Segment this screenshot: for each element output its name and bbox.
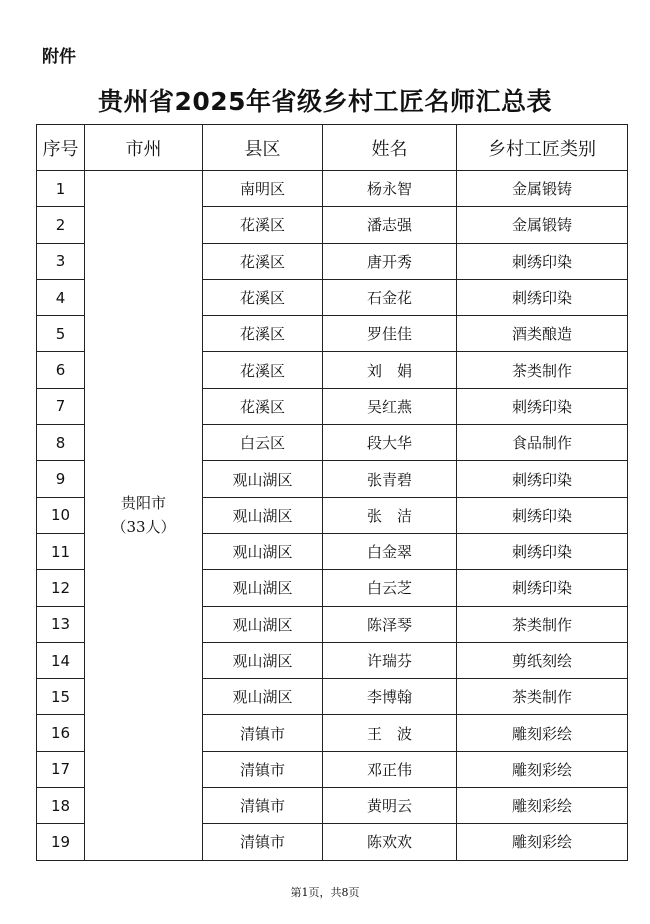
- name-cell: 李博翰: [323, 679, 457, 715]
- name-cell: 吴红燕: [323, 388, 457, 424]
- page-footer: 第1页，共8页: [290, 886, 360, 899]
- county-cell: 花溪区: [203, 207, 323, 243]
- row-number: 4: [37, 279, 85, 315]
- category-cell: 茶类制作: [457, 606, 628, 642]
- table-header-row: [37, 125, 628, 171]
- row-number: 14: [37, 642, 85, 678]
- row-number: 19: [37, 824, 85, 860]
- column-header-category: 乡村工匠类别: [457, 125, 628, 171]
- row-number: 8: [37, 425, 85, 461]
- row-number: 10: [37, 497, 85, 533]
- category-cell: 刺绣印染: [457, 243, 628, 279]
- county-cell: 观山湖区: [203, 606, 323, 642]
- category-cell: 金属锻铸: [457, 207, 628, 243]
- name-cell: 白云芝: [323, 570, 457, 606]
- name-cell: 王 波: [323, 715, 457, 751]
- category-cell: 雕刻彩绘: [457, 788, 628, 824]
- category-cell: 刺绣印染: [457, 497, 628, 533]
- name-cell: 唐开秀: [323, 243, 457, 279]
- county-cell: 清镇市: [203, 824, 323, 860]
- category-cell: 剪纸刻绘: [457, 642, 628, 678]
- row-number: 17: [37, 751, 85, 787]
- row-number: 1: [37, 171, 85, 207]
- city-name: 贵阳市: [120, 494, 166, 513]
- category-cell: 雕刻彩绘: [457, 715, 628, 751]
- city-cell: [85, 171, 203, 861]
- category-cell: 刺绣印染: [457, 533, 628, 569]
- row-number: 18: [37, 788, 85, 824]
- row-number: 13: [37, 606, 85, 642]
- name-cell: 罗佳佳: [323, 316, 457, 352]
- county-cell: 花溪区: [203, 279, 323, 315]
- category-cell: 刺绣印染: [457, 279, 628, 315]
- county-cell: 观山湖区: [203, 570, 323, 606]
- table-row: [37, 171, 628, 207]
- row-number: 2: [37, 207, 85, 243]
- category-cell: 茶类制作: [457, 679, 628, 715]
- row-number: 16: [37, 715, 85, 751]
- name-cell: 黄明云: [323, 788, 457, 824]
- row-number: 12: [37, 570, 85, 606]
- name-cell: 潘志强: [323, 207, 457, 243]
- name-cell: 许瑞芬: [323, 642, 457, 678]
- category-cell: 刺绣印染: [457, 388, 628, 424]
- row-number: 11: [37, 533, 85, 569]
- name-cell: 杨永智: [323, 171, 457, 207]
- category-cell: 茶类制作: [457, 352, 628, 388]
- category-cell: 刺绣印染: [457, 570, 628, 606]
- row-number: 9: [37, 461, 85, 497]
- row-number: 3: [37, 243, 85, 279]
- county-cell: 花溪区: [203, 316, 323, 352]
- county-cell: 南明区: [203, 171, 323, 207]
- county-cell: 观山湖区: [203, 533, 323, 569]
- name-cell: 张青碧: [323, 461, 457, 497]
- name-cell: 邓正伟: [323, 751, 457, 787]
- summary-table: [36, 124, 628, 861]
- county-cell: 清镇市: [203, 788, 323, 824]
- name-cell: 白金翠: [323, 533, 457, 569]
- county-cell: 白云区: [203, 425, 323, 461]
- category-cell: 酒类酿造: [457, 316, 628, 352]
- page-title: 贵州省2025年省级乡村工匠名师汇总表: [97, 87, 553, 116]
- county-cell: 观山湖区: [203, 497, 323, 533]
- name-cell: 刘 娟: [323, 352, 457, 388]
- column-header-name: 姓名: [323, 125, 457, 171]
- name-cell: 张 洁: [323, 497, 457, 533]
- county-cell: 观山湖区: [203, 461, 323, 497]
- category-cell: 金属锻铸: [457, 171, 628, 207]
- column-header-city: 市州: [85, 125, 203, 171]
- category-cell: 雕刻彩绘: [457, 751, 628, 787]
- county-cell: 清镇市: [203, 751, 323, 787]
- category-cell: 食品制作: [457, 425, 628, 461]
- column-header-county: 县区: [203, 125, 323, 171]
- county-cell: 清镇市: [203, 715, 323, 751]
- name-cell: 陈欢欢: [323, 824, 457, 860]
- county-cell: 花溪区: [203, 388, 323, 424]
- city-count: （33人）: [111, 518, 176, 537]
- row-number: 15: [37, 679, 85, 715]
- county-cell: 花溪区: [203, 352, 323, 388]
- county-cell: 观山湖区: [203, 679, 323, 715]
- attachment-label: 附件: [42, 47, 76, 67]
- category-cell: 雕刻彩绘: [457, 824, 628, 860]
- name-cell: 石金花: [323, 279, 457, 315]
- column-header-no: 序号: [37, 125, 85, 171]
- category-cell: 刺绣印染: [457, 461, 628, 497]
- county-cell: 观山湖区: [203, 642, 323, 678]
- row-number: 7: [37, 388, 85, 424]
- name-cell: 段大华: [323, 425, 457, 461]
- table-body: [37, 171, 628, 861]
- name-cell: 陈泽琴: [323, 606, 457, 642]
- row-number: 6: [37, 352, 85, 388]
- row-number: 5: [37, 316, 85, 352]
- county-cell: 花溪区: [203, 243, 323, 279]
